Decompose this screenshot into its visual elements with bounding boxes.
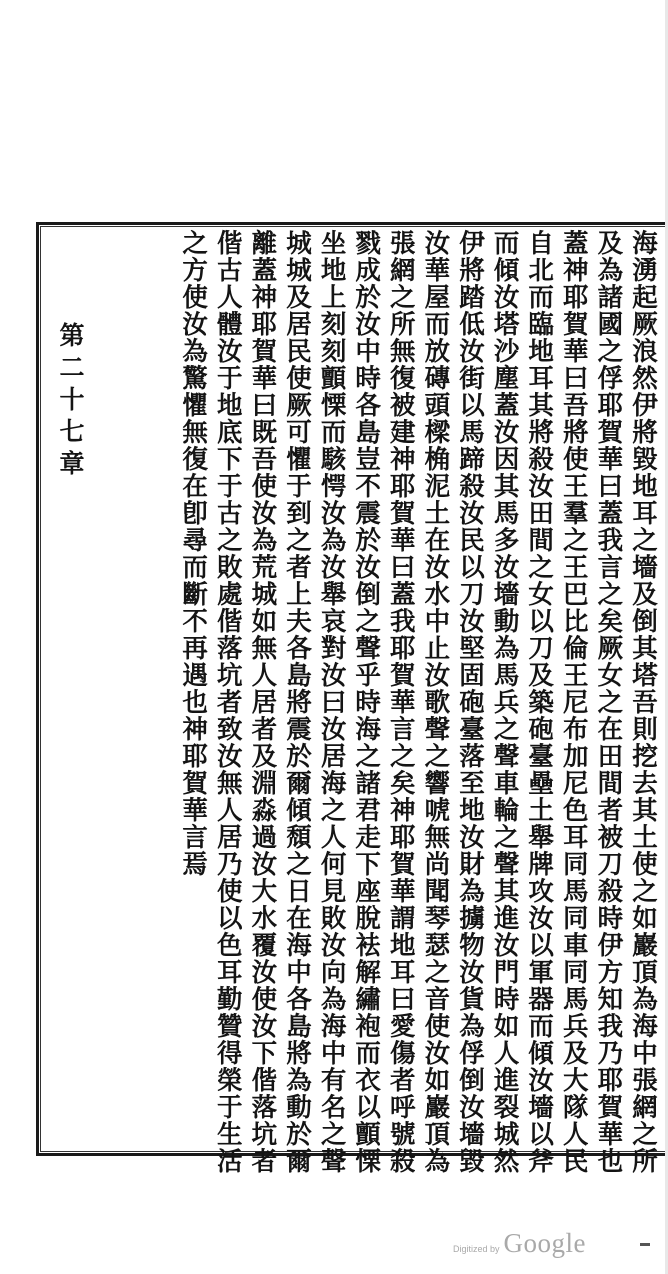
text-column: 海 湧 起 厥 浪 然 伊 將 毀 地 耳 之 墻 及 倒 其 塔 吾 則 挖 去 其 土 使 之 如 巖 頂 為 海 中 張 網 之 所 [632,229,658,1177]
digitized-watermark [453,1228,586,1259]
text-column: 汝 華 屋 而 放 磚 頭 樑 桷 泥 土 在 汝 水 中 止 汝 歌 聲 之 響 唬 無 尚 聞 琴 瑟 之 音 使 汝 如 巖 頂 為 [424,229,451,1177]
text-column: 及 為 諸 國 之 俘 耶 賀 華 曰 蓋 我 言 之 矣 厥 女 之 在 田 間 者 被 刀 殺 時 伊 方 知 我 乃 耶 賀 華 也 [597,229,624,1177]
text-column: 張 網 之 所 無 復 被 建 神 耶 賀 華 曰 蓋 我 耶 賀 華 言 之 矣 神 耶 賀 華 謂 地 耳 曰 愛 傷 者 呼 號 殺 [390,229,416,1177]
text-column: 戮 成 於 汝 中 時 各 島 豈 不 震 於 汝 倒 之 聲 乎 時 海 之 諸 君 走 下 座 脫 袪 解 繡 袍 而 衣 以 顫 慄 [355,229,381,1177]
chapter-title: 第 二 十 七 章 [59,321,85,478]
watermark-prefix: Digitized by [452,1244,500,1254]
text-column: 城 城 及 居 民 使 厥 可 懼 于 到 之 者 上 夫 各 島 將 震 於 爾 傾 頹 之 日 在 海 中 各 島 將 為 動 於 爾 [286,229,312,1177]
text-column: 坐 地 上 刻 刻 顫 慄 而 駭 愕 汝 為 汝 舉 哀 對 汝 曰 汝 居 海 之 人 何 見 敗 汝 向 為 海 中 有 名 之 聲 [320,229,347,1177]
text-column: 而 傾 汝 塔 沙 塵 蓋 汝 因 其 馬 多 汝 墻 動 為 馬 兵 之 聲 車 輪 之 聲 其 進 汝 門 時 如 人 進 裂 城 然 [493,229,520,1177]
text-column: 伊 將 踏 低 汝 街 以 馬 蹄 殺 汝 民 以 刀 汝 堅 固 砲 臺 落 至 地 汝 財 為 擄 物 汝 貨 為 俘 倒 汝 墻 毀 [459,229,485,1177]
google-logo: Google [503,1228,586,1258]
text-column: 自 北 而 臨 地 耳 其 將 殺 汝 田 間 之 女 以 刀 及 築 砲 臺 壘 土 舉 牌 攻 汝 以 軍 器 而 傾 汝 墻 以 斧 [528,229,554,1177]
corner-mark [640,1243,650,1246]
text-column: 偕 古 人 體 汝 于 地 底 下 于 古 之 敗 處 偕 落 坑 者 致 汝 無 人 居 乃 使 以 色 耳 勤 贊 得 榮 于 生 活 [217,229,243,1177]
text-column: 離 蓋 神 耶 賀 華 曰 既 吾 使 汝 為 荒 城 如 無 人 居 者 及 淵 淼 過 汝 大 水 覆 汝 使 汝 下 偕 落 坑 者 [251,229,278,1177]
text-column: 之 方 使 汝 為 驚 懼 無 復 在 卽 尋 而 斷 不 再 遇 也 神 耶 賀 華 言 焉 [182,229,208,880]
text-column: 蓋 神 耶 賀 華 曰 吾 將 使 王 羣 之 王 巴 比 倫 王 尼 布 加 尼 色 耳 同 馬 同 車 同 馬 兵 及 大 隊 人 民 [563,229,589,1177]
